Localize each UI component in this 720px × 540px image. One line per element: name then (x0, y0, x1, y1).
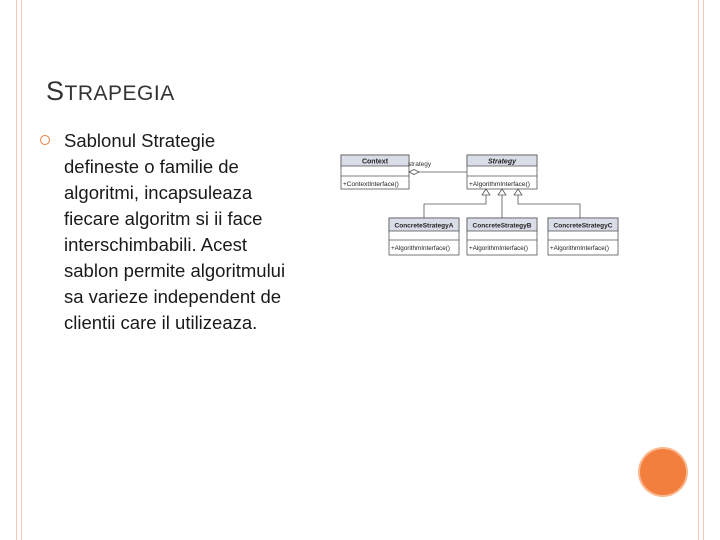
concrete-strategy-b-name: ConcreteStrategyB (472, 222, 532, 230)
bullet-list (40, 128, 290, 336)
aggregation-association (408, 161, 467, 175)
context-class-name: Context (361, 158, 389, 166)
concrete-strategy-a-name: ConcreteStrategyA (394, 222, 454, 230)
context-class-box (341, 155, 409, 189)
concrete-strategy-b-box (467, 218, 537, 255)
inheritance-connectors (424, 189, 580, 218)
strategy-uml-diagram (336, 150, 626, 260)
context-class-method: +ContextInterface() (343, 181, 399, 188)
decor-line-left-1 (16, 0, 17, 540)
strategy-class-name: Strategy (487, 158, 517, 166)
concrete-strategy-a-box (389, 218, 459, 255)
bullet-text: Sablonul Strategie defineste o familie de algoritmi, incapsuleaza fiecare algoritm si ii face interschimbabili. Acest sablon permite algoritmului sa varieze independent de clientii care il utilizeaza. (64, 130, 286, 333)
concrete-strategy-a-method: +AlgorithmInterface() (391, 245, 450, 252)
inheritance-triangle-icon (482, 189, 490, 195)
concrete-strategy-c-name: ConcreteStrategyC (553, 222, 613, 230)
circle-bullet-icon (40, 135, 50, 145)
decor-line-right-2 (703, 0, 704, 540)
strategy-class-method: +AlgorithmInterface() (469, 181, 530, 188)
inheritance-triangle-icon (498, 189, 506, 195)
slide-title-rest: TRAPEGIA (64, 82, 175, 105)
concrete-strategy-c-box (548, 218, 618, 255)
decor-line-left-2 (21, 0, 22, 540)
concrete-strategy-b-method: +AlgorithmInterface() (469, 245, 528, 252)
aggregation-diamond-icon (409, 170, 419, 175)
inheritance-triangle-icon (514, 189, 522, 195)
concrete-strategy-c-method: +AlgorithmInterface() (550, 245, 609, 252)
decor-line-right-1 (698, 0, 699, 540)
slide-title (46, 76, 175, 107)
association-label: strategy (408, 161, 432, 168)
strategy-class-box (467, 155, 537, 189)
slide-title-first-letter: S (46, 76, 65, 106)
decor-orange-circle (640, 449, 686, 495)
